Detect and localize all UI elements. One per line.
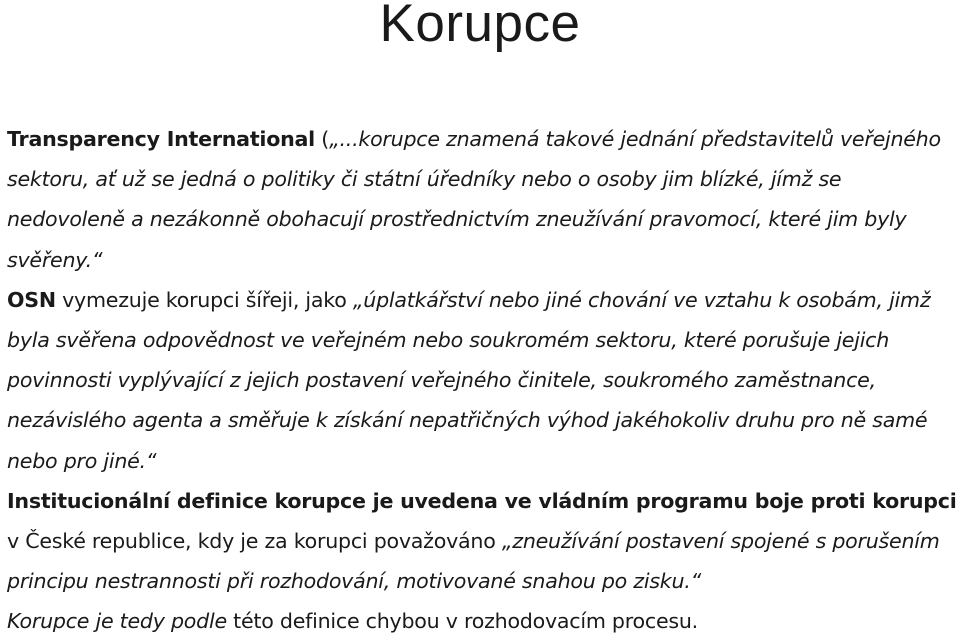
paragraph-lead: OSN xyxy=(7,287,56,312)
paragraph-lead: Transparency International xyxy=(7,127,315,151)
slide-body xyxy=(7,119,957,642)
paragraph-quote: „zneužívání postavení spojené s porušením principu nestrannosti při rozhodování, motivované snahou po zisku.“ xyxy=(7,529,940,594)
paragraph-institutional-definition xyxy=(7,481,957,602)
paragraph-text: této definice chybou v rozhodovacím procesu. xyxy=(226,609,698,634)
page-title: Korupce xyxy=(379,0,581,53)
paragraph-transparency-international xyxy=(7,119,957,280)
paragraph-conclusion xyxy=(7,601,957,641)
paragraph-quote: „úplatkářství nebo jiné chování ve vztahu k osobám, jimž byla svěřena odpovědnost ve veřejném nebo soukromém sektoru, které porušuje jejich povinnosti vyplývající z jejich postavení veřejného činitele, soukromého zaměstnance, nezávislého agenta a směřuje k získání nepatřičných výhod jakéhokoliv druhu pro ně samé nebo pro jiné.“ xyxy=(7,287,931,473)
paragraph-text: vymezuje korupci šířeji, jako xyxy=(55,287,353,312)
paragraph-lead: Institucionální definice korupce je uvedena ve vládním programu boje proti korupci xyxy=(7,488,957,513)
paragraph-quote: „...korupce znamená takové jednání představitelů veřejného sektoru, ať už se jedná o politiky či státní úředníky nebo o osoby jim blízké, jímž se nedovoleně a nezákonně obohacují prostřednictvím zneužívání pravomocí, které jim byly svěřeny.“ xyxy=(7,127,941,272)
paragraph-osn xyxy=(7,280,957,481)
paragraph-italic-lead: Korupce je tedy podle xyxy=(7,609,227,634)
paragraph-text: v České republice, kdy je za korupci považováno xyxy=(7,529,502,554)
paragraph-text: ( xyxy=(315,127,330,151)
